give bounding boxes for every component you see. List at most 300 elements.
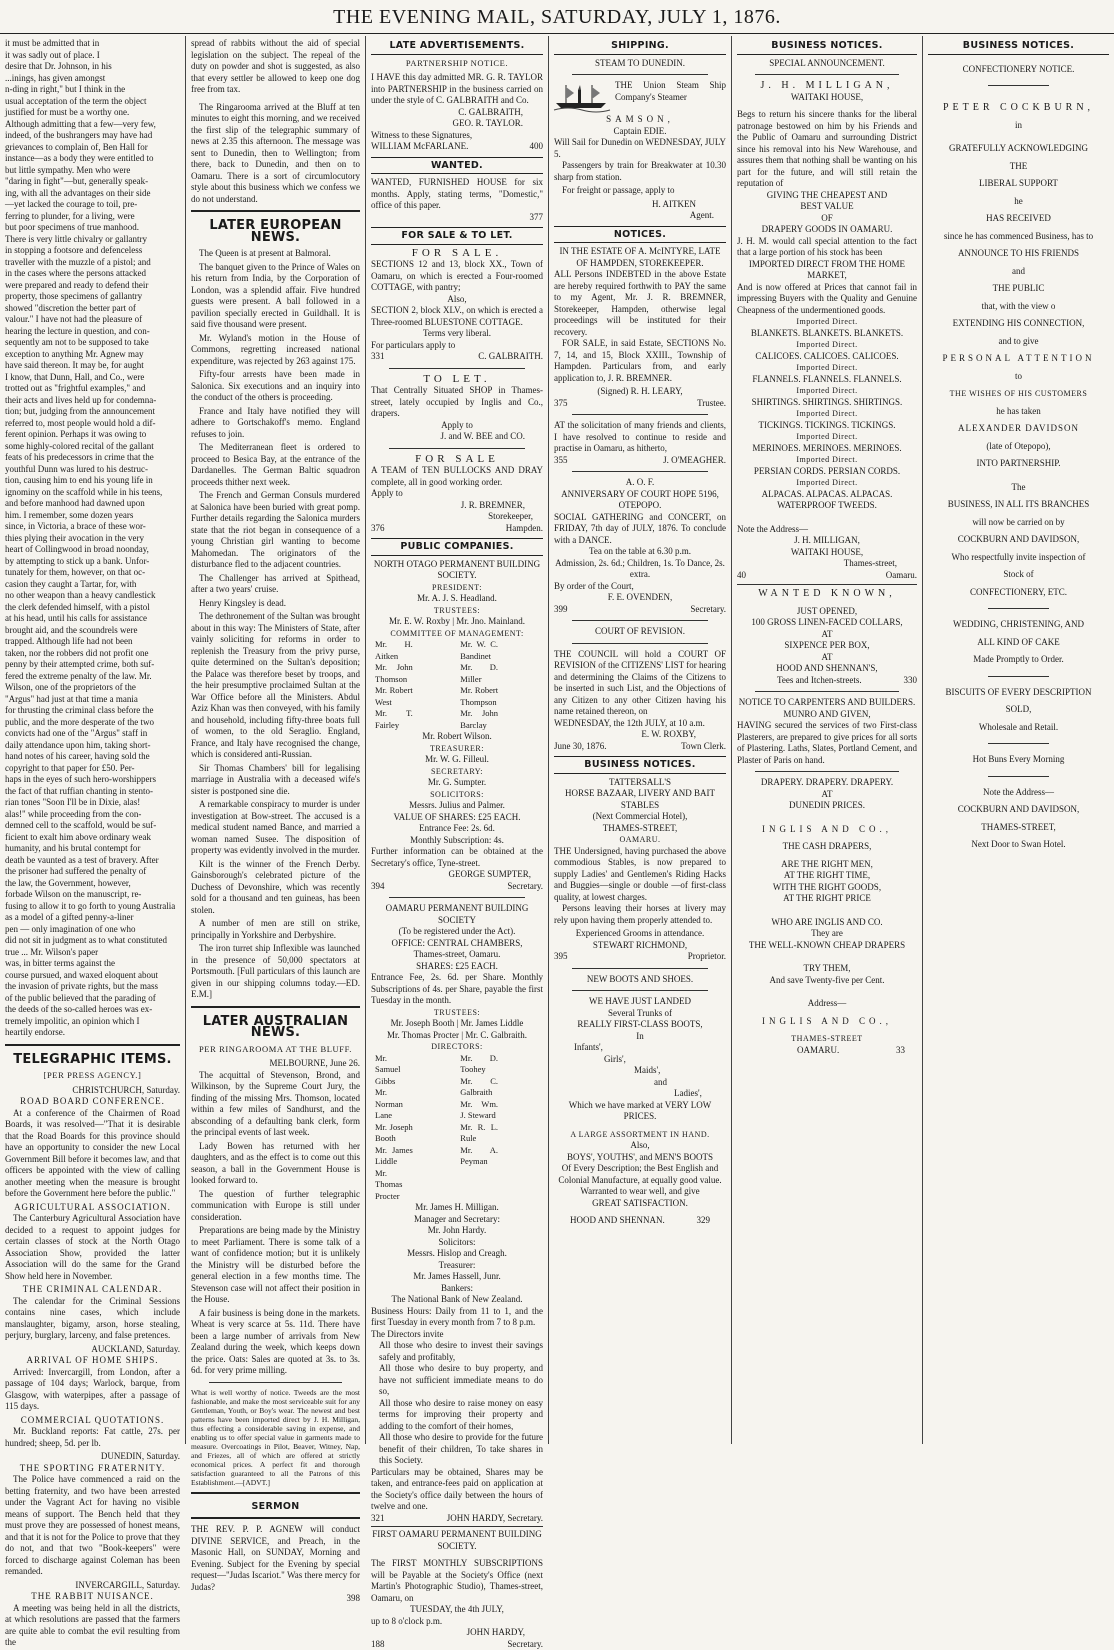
article-line: ficient to exalt him above ordinary weak [5,832,180,844]
trunks: Several Trunks of [554,1008,726,1020]
column-1 [0,36,185,1444]
subscriptions-time: up to 8 o'clock p.m. [371,1616,543,1628]
advert-number: 329 [697,1215,711,1227]
director: Mr. James H. Milligan. [371,1202,543,1214]
divider [755,771,899,772]
news-paragraph: Mr. Wyland's motion in the House of Commons, regretting increased national expenditure, was rejected by 263 against 175. [191,333,360,368]
slogan: ALL KIND OF CAKE [928,637,1109,649]
divider [988,743,1049,744]
item-heading: COMMERCIAL QUOTATIONS. [5,1415,180,1427]
invite-item: All those who desire to provide for the future benefit of their children, To take shares in this Society. [379,1432,543,1467]
news-paragraph: A fair business is being done in the markets. Wheat is very scarce at 5s. 11d. There have been a large number of arrivals from New Zealand during the week, which keeps down the price. Oats: Sales are quoted at 3s. to 3s. 6d. for very prime milling. [191,1308,360,1377]
offered-text: And is now offered at Prices that cannot fail in impressing Buyers with the Quality and Genuine Cheapness of the undermentioned goods. [737,282,917,317]
directors-list [371,1053,543,1203]
shares: SHARES: £25 EACH. [371,961,543,973]
warranted: Warranted to wear well, and give [554,1186,726,1198]
article-line: trotted out as "frightful examples," and [5,383,180,395]
news-paragraph: The banquet given to the Prince of Wales on his return from India, by the Corporation of London, was a splendid affair. Five hundred guests were present. A ball followed in a pavilion specially erected in Guildhall. It is said five thousand were present. [191,262,360,331]
in-label: in [928,120,1109,132]
article-line: ...inings, has given amongst [5,73,180,85]
article-line: n-ding in right," but I think in the [5,84,180,96]
article-line: their acts and lives held up for condemna- [5,395,180,407]
news-paragraph: The question of further telegraphic communication with Europe is still under consideration. [191,1189,360,1224]
divider [389,368,525,369]
news-paragraph: The Challenger has arrived at Spithead, after a two years' cruise. [191,573,360,596]
divider [988,776,1049,777]
business-notices-heading: BUSINESS NOTICES. [737,38,917,55]
article-line: of the public believed that the parading of [5,993,180,1005]
imported: IMPORTED DIRECT FROM THE HOME MARKET, [737,259,917,282]
news-paragraph: The acquittal of Stevenson, Brond, and Wilkinson, by the Supreme Court Jury, the finding of the missing Mrs. Thomson, located within a few miles of Sandhurst, and the absconding of a defaulting bank clerk, form the principal events of last week. [191,1070,360,1139]
advert-number: 376 [371,523,385,535]
news-paragraph: The Queen is at present at Balmoral. [191,248,360,260]
tea: Tea on the table at 6.30 p.m. [554,546,726,558]
article-line: taken, nor the robbers did not profit one [5,648,180,660]
divider [572,620,708,621]
article-line: no other weapon than a heavy candlestick [5,590,180,602]
article-line: course pursued, and waxed eloquent about [5,970,180,982]
signature: F. E. OVENDEN, [554,592,726,604]
column-4 [548,36,731,1444]
late-advertisements-heading: LATE ADVERTISEMENTS. [371,38,543,55]
article-line: but little sympathy. Men who were [5,165,180,177]
apply-label: Apply to [371,420,543,432]
steamship-icon [554,82,610,112]
president: Mr. A. J. S. Headland. [371,593,543,605]
slogan: BISCUITS OF EVERY DESCRIPTION [928,687,1109,699]
article-line: heart of Collingwood in broad noonday, [5,544,180,556]
article-line: rian tones "Soon I'll be in Dixie, alas! [5,797,180,809]
slogan: SOLD, [928,704,1109,716]
article-line: property, those specimens of gallantry [5,291,180,303]
signature-title: Town Clerk. [681,741,726,753]
advert-number: 331 [371,351,385,363]
persons-text: Persons leaving their horses at livery may rely upon having them properly attended to. [554,903,726,926]
article-line: humanity, and his brutal contempt for [5,843,180,855]
news-paragraph: The dethronement of the Sultan was brought about in this way: The Ministers of State, after vainly soliciting for reforms in order to replenish the Treasury from the privy purse, quite determined on the Sultan's deposition; the Palace was therefore beset by troops, and the heir presumptive proclaimed Sultan at the War Office before all the Ministers. Abdul Aziz Khan was then conveyed, with his family and household, including fifty-three boats full of women, to the old Seraglio. England, France, and Italy have recognised the change, which is considered anti-Russian. [191,611,360,761]
goods-item: BLANKETS. BLANKETS. BLANKETS. [737,328,917,340]
article-line: youthful Dunn was lured to his destruc- [5,464,180,476]
article-line: him. I remember, some dozen years [5,510,180,522]
article-line: ferent opinion. Perhaps it was owing to [5,429,180,441]
article-line: instance—as a body they were entitled to [5,153,180,165]
slogan: EXTENDING HIS CONNECTION, [928,318,1109,330]
partner-name: ALEXANDER DAVIDSON [928,423,1109,435]
article-line: in the cases where the persons attacked [5,268,180,280]
signature: GEORGE SUMPTER, [371,869,543,881]
particulars: For particulars apply to [371,340,543,352]
article-line: justified for must be a worthy one. [5,107,180,119]
label: COMMITTEE OF MANAGEMENT: [371,628,543,640]
location-note: (Next Commercial Hotel), [554,811,726,823]
divider [572,643,708,644]
item-text: At a conference of the Chairmen of Road Boards, it was resolved—"That it is desirable that the Road Boards for this province should have an opportunity to consider the new Local Government Bill before it becomes law, and that officers be appointed with the view of calling another meeting when the measure is brought before the Government here before the public." [5,1108,180,1200]
business-notices-heading: BUSINESS NOTICES. [554,756,726,774]
slogan: THE PUBLIC [928,283,1109,295]
street: THAMES-STREET, [554,823,726,835]
article-line: death be vaunted as a test of bravery. After [5,855,180,867]
article-line: was, in bitter terms against the [5,958,180,970]
in-label: In [554,1031,726,1043]
signature: HOOD AND SHENNAN. [570,1215,665,1227]
signature: C. GALBRAITH. [478,351,543,363]
slogan: THE WISHES OF HIS CUSTOMERS [928,388,1109,400]
further-info: Further information can be obtained at the Secretary's office, Tyne-street. [371,846,543,869]
press-agency: [PER PRESS AGENCY.] [5,1070,180,1082]
divider [572,990,708,991]
director: Mr. D. Toohey [460,1053,498,1076]
item-text: The Police have commenced a raid on the betting fraternity, and two have been arrested under the Vagrant Act for having no visible means of support. The Bench held that they must prove they are possessed of honest means, and that it is not for the Police to prove that they do not, and that two "Book-keepers" were forced to discharge against Coleman has been remanded. [5,1474,180,1578]
slogan: BUSINESS, IN ALL ITS BRANCHES [928,499,1109,511]
signature-title: Secretary. [507,1639,543,1650]
note-label: Note the Address— [928,787,1109,799]
for-sale-title: FOR SALE [371,454,543,466]
slogan: DRAPERY GOODS IN OAMARU. [737,224,917,236]
notices-heading: NOTICES. [554,226,726,244]
revision-date: WEDNESDAY, the 12th JULY, at 10 a.m. [554,718,726,730]
committee-member: Mr. John Barclay [460,708,498,731]
article-line: "Argus" had just at that time a mania [5,694,180,706]
goods-item: SHIRTINGS. SHIRTINGS. SHIRTINGS. [737,397,917,409]
revision-text: THE COUNCIL will hold a COURT OF REVISION of the CITIZENS' LIST for hearing and determining the Claims of the Citizens to be inserted in such List, and the Objections of any Citizen to any other Citizen having his name retained thereon, on [554,649,726,718]
witness-name: WILLIAM McFARLANE. [371,141,468,153]
grooms: Experienced Grooms in attendance. [554,928,726,940]
news-paragraph: Fifty-four arrests have been made in Salonica. Six executions and an inquiry into the conduct of the others is proceeding. [191,369,360,404]
item-heading: THE RABBIT NUISANCE. [5,1591,180,1603]
assortment: A LARGE ASSORTMENT IN HAND. [554,1129,726,1141]
advert-number: 40 [737,570,746,582]
article-line: indeed, of the bushrangers may have had [5,130,180,142]
divider [389,897,525,898]
partner-origin: (late of Otepopo), [928,441,1109,453]
partnership-text: I HAVE this day admitted MR. G. R. TAYLOR into PARTNERSHIP in the business carried on under the style of C. GALBRAITH and Co. [371,72,543,107]
divider [755,74,899,75]
colonial: Colonial Manufacture, at equally good value. [554,1175,726,1187]
society-title: NORTH OTAGO PERMANENT BUILDING SOCIETY. [371,559,543,582]
plastering-text: HAVING secured the services of two First-class Plasterers, are prepared to give prices for all sorts of Plastering. Laths, Slates, Portland Cement, and Plaster of Paris on hand. [737,720,917,766]
article-line: showed "discretion the better part of [5,303,180,315]
divider [389,448,525,449]
invite-item: All those who desire to buy property, and have not sufficient immediate means to do so, [379,1363,543,1398]
wanted-heading: WANTED. [371,157,543,175]
divider [988,608,1049,609]
imported-direct-label: Imported Direct. [737,339,917,351]
imported-direct-label: Imported Direct. [737,385,917,397]
article-line: as a model of a gifted penny-a-liner [5,912,180,924]
slogan: OF [737,213,917,225]
item-heading: THE SPORTING FRATERNITY. [5,1463,180,1475]
director: Mr. James Liddle [375,1145,413,1168]
entrance-fee: Entrance Fee, 2s. 6d. per Share. Monthly Subscriptions of 4s. per Share, payable the first Tuesday in the month. [371,972,543,1007]
company-text: THE Union Steam Ship Company's Steamer [554,80,726,103]
shop: HOOD AND SHENNAN'S, [737,663,917,675]
article-line: tion; but, judging from the announcement [5,406,180,418]
european-news-body [191,248,360,1001]
article-line: There is very little chivalry or gallantry [5,234,180,246]
dateline: AUCKLAND, Saturday. [5,1344,180,1356]
slogan: INTO PARTNERSHIP. [928,458,1109,470]
advert-number: 375 [554,398,568,410]
article-line: convicts had one of the "Argus" staff in [5,728,180,740]
house-name: WAITAKI HOUSE, [737,92,917,104]
advert-number: 33 [896,1045,905,1057]
for-sale-text: SECTIONS 12 and 13, block XX., Town of Oamaru, on which is erected a Four-roomed COTTAGE, with pantry; [371,259,543,294]
wanted-known: WANTED KNOWN, [737,588,917,600]
column-5 [731,36,922,1444]
marked: Which we have marked at VERY LOW [554,1100,726,1112]
label: TRUSTEES: [371,1007,543,1019]
article-line: usual acceptation of the term the object [5,96,180,108]
street: THAMES-STREET [737,1033,917,1045]
and-label: and [554,1077,726,1089]
carpenters-title: NOTICE TO CARPENTERS AND BUILDERS. [737,697,917,709]
goods-item: CALICOES. CALICOES. CALICOES. [737,351,917,363]
imported-direct-label: Imported Direct. [737,408,917,420]
imported-direct-label: Imported Direct. [737,477,917,489]
advert-number: 355 [554,455,568,467]
ship-name: SAMSON, [554,114,726,126]
divider [988,676,1049,677]
slogan: will now be carried on by [928,517,1109,529]
advert-number: 330 [904,675,918,687]
article-line: penny by their attempted crime, both suf- [5,659,180,671]
slogan: THE [928,161,1109,173]
advert-number: 394 [371,881,385,893]
slogan: AT THE RIGHT TIME, [737,870,917,882]
slogan: and [928,266,1109,278]
item-text: Mr. Buckland reports: Fat cattle, 27s. per hundred; sheep, 5d. per lb. [5,1426,180,1449]
committee-member: Mr. H. Aitken [375,639,413,662]
article-line: ferring to plunder, for a living, were [5,211,180,223]
label: DIRECTORS: [371,1041,543,1053]
article-line: haps in the eyes of such hero-worshippers [5,774,180,786]
article-line: did not sit in judgment as to what constituted [5,935,180,947]
european-news-title: LATER EUROPEAN NEWS. [191,220,360,243]
australian-news-body [191,1070,360,1377]
prices: PRICES. [554,1111,726,1123]
divider [191,1517,360,1519]
director: Mr. Wm. J. Steward [460,1099,498,1122]
slogan: BEST VALUE [737,201,917,213]
signature: Hampden. [506,523,543,535]
divider [572,74,708,75]
item-heading: THE CRIMINAL CALENDAR. [5,1284,180,1296]
slogan: AT THE RIGHT PRICE [737,893,917,905]
omeagher-text: AT the solicitation of many friends and clients, I have resolved to continue to reside and practise in Oamaru, as hitherto, [554,420,726,455]
confectionery-title: CONFECTIONERY NOTICE. [928,64,1109,76]
steam-title: STEAM TO DUNEDIN. [554,58,726,70]
slogan: CONFECTIONERY, ETC. [928,587,1109,599]
article-line: copyright to that paper for £50. Per- [5,763,180,775]
goods-item: WATERPROOF TWEEDS. [737,500,917,512]
imported-direct-label: Imported Direct. [737,362,917,374]
article-line: for thrusting the criminal class before the [5,705,180,717]
imported-direct-label: Imported Direct. [737,454,917,466]
slogan: and to give [928,336,1109,348]
also-label: Also, [371,294,543,306]
signature: JOHN HARDY, Secretary. [447,1513,543,1525]
slogan: THE WELL-KNOWN CHEAP DRAPERS [737,940,917,952]
article-line: grievances to complain of, Ben Hall for [5,142,180,154]
article-line: heartily endorse. [5,1027,180,1039]
estate-title: IN THE ESTATE OF A. McINTYRE, LATE OF HAMPDEN, STOREKEEPER. [554,246,726,269]
article-line: true ... Mr. Wilson's paper [5,947,180,959]
slogan: Stock of [928,569,1109,581]
signature: J. and W. BEE and CO. [371,431,543,443]
ringarooma-note: The Ringarooma arrived at the Bluff at ten minutes to eight this morning, and we received the first slip of the telegraphic summary of news at 2.35 this afternoon. The message was sent to Dunedin, then to Wellington; from there, back to Dunedin, and then on to Oamaru. There is a sort of circumlocutory style about this business which we confess we do not understand. [191,102,360,206]
article-line: have said thereon. It may be, for aught [5,360,180,372]
article-line: but poor specimens of true manhood. [5,222,180,234]
agent-title: Agent. [554,210,726,222]
telegraphic-title: TELEGRAPHIC ITEMS. [5,1054,180,1066]
entrance-fee: Entrance Fee: 2s. 6d. [371,823,543,835]
divider [572,414,708,415]
article-line: and before manhood had dawned upon [5,498,180,510]
director: Mr. R. L. Rule [460,1122,498,1145]
category: Girls', [554,1054,726,1066]
signature-title: Secretary. [507,881,543,893]
terms: Terms very liberal. [371,328,543,340]
director: Mr. A. Peyman [460,1145,498,1168]
cash-drapers: THE CASH DRAPERS, [737,841,917,853]
news-paragraph: Kilt is the winner of the French Derby. Gainsborough's celebrated picture of the Duchess of Devonshire, which was recently sold for a thousand and ten guineas, has been stolen. [191,859,360,917]
invite-item: All those who desire to invest their savings safely and profitably, [379,1340,543,1363]
anniversary: ANNIVERSARY OF COURT HOPE 5196, OTEPOPO. [554,489,726,512]
advert-number: 399 [554,604,568,616]
article-line: some highly-colored recital of the gallant [5,441,180,453]
slogan: WITH THE RIGHT GOODS, [737,882,917,894]
article-line: the prisoner had suffered the penalty of [5,866,180,878]
signature: J. O'MEAGHER. [663,455,726,467]
slogan: WEDDING, CHRISTENING, AND [928,619,1109,631]
article-line: the fact of that ruffian chanting in stento- [5,786,180,798]
column-2 [185,36,365,1444]
news-paragraph: The Mediterranean fleet is ordered to proceed to Besica Bay, at the entrance of the Dardanelles. The German Baltic squadron proceeds thither next week. [191,442,360,488]
social-gathering: SOCIAL GATHERING and CONCERT, on FRIDAY, 7th day of JULY, 1876. To conclude with a DANCE. [554,512,726,547]
committee-member: Mr. Robert Wilson. [371,731,543,743]
society-title: FIRST OAMARU PERMANENT BUILDING SOCIETY. [371,1529,543,1552]
street: THAMES-STREET, [928,822,1109,834]
firm-name: COCKBURN AND DAVIDSON, [928,534,1109,546]
article-line: Although admitting that a few—very few, [5,119,180,131]
goods-item: FLANNELS. FLANNELS. FLANNELS. [737,374,917,386]
drapery-banner: DRAPERY. DRAPERY. DRAPERY. [737,777,917,789]
slogan: Made Promptly to Order. [928,654,1109,666]
divider [191,1492,360,1494]
admission: Admission, 2s. 6d.; Children, 1s. To Dance, 2s. extra. [554,558,726,581]
slogan: Who respectfully invite inspection of [928,552,1109,564]
label: SOLICITORS: [371,789,543,801]
slogan: HAS RECEIVED [928,213,1109,225]
note-label: Note the Address— [737,524,917,536]
imported-direct-label: Imported Direct. [737,316,917,328]
advert-number: 377 [371,212,543,224]
passengers: Passengers by train for Breakwater at 10.30 sharp from station. [554,160,726,183]
article-line: trapped. Although life had not been [5,636,180,648]
registration-note: (To be registered under the Act). [371,926,543,938]
dateline: INVERCARGILL, Saturday. [5,1580,180,1592]
article-line: "daring in fight"—but, generally speak- [5,176,180,188]
firm-name: MUNRO AND GIVEN, [737,709,917,721]
slogan: Hot Buns Every Morning [928,754,1109,766]
sermon-title: SERMON [191,1499,360,1515]
slogan: PERSONAL ATTENTION [928,353,1109,365]
slogan: Wholesale and Retail. [928,722,1109,734]
divider [209,1382,342,1383]
slogan: GIVING THE CHEAPEST AND [737,190,917,202]
slogan: The [928,482,1109,494]
to-let-text: That Centrally Situated SHOP in Thames-street, lately occupied by Inglis and Co., drapers. [371,385,543,420]
office-address: Thames-street, Oamaru. [371,949,543,961]
article-line: hearing the lecture in question, and con- [5,326,180,338]
label: Treasurer: [371,1260,543,1272]
committee-member: Mr. D. Miller [460,662,498,685]
at-label: AT [737,629,917,641]
article-line: the law, the Government, however, [5,878,180,890]
column-6 [922,36,1114,1444]
boys-boots: BOYS', YOUTHS', and MEN'S BOOTS [554,1152,726,1164]
article-line: desire that Dr. Johnson, in his [5,61,180,73]
article-line: tremely impolitic, an opinion which I [5,1016,180,1028]
wanted-text: WANTED, FURNISHED HOUSE for six months. Apply, stating terms, "Domestic," office of this paper. [371,177,543,212]
signature: Storekeeper, [371,511,543,523]
at-label: AT [737,652,917,664]
trustees: Mr. Joseph Booth | Mr. James Liddle [371,1018,543,1030]
article-line: the deeds of the so-called heroes was ex- [5,1004,180,1016]
item-text: The Canterbury Agricultural Association have decided to a request to appoint judges for certain classes of stock at the North Otago Association Show, provided the latter Association will do the same for the Grand Show held here in November. [5,1213,180,1282]
imported-direct-label: Imported Direct. [737,431,917,443]
treasurer: Mr. W. G. Filleul. [371,754,543,766]
for-sale-text: A TEAM of TEN BULLOCKS AND DRAY complete, all in good working order. [371,465,543,488]
advert-number: 188 [371,1639,385,1650]
news-paragraph: Preparations are being made by the Ministry to meet Parliament. There is some talk of a want of confidence motion; but it is unlikely the Ministry will be disturbed before the general election in a few months time. The Stevenson case will not affect their position in the House. [191,1225,360,1306]
article-line: demned cell to the scaffold, would be suf- [5,820,180,832]
sermon-text: THE REV. P. P. AGNEW will conduct DIVINE SERVICE, and Preach, in the Masonic Hall, on SUNDAY, Morning and Evening. Subject for the Evening by special request—"Judas Iscariot." Was there mercy for Judas? [191,1524,360,1593]
item-text: A meeting was being held in all the districts, at which resolutions are passed that the farmers are quite able to combat the evil resulting from the [5,1603,180,1649]
dateline: CHRISTCHURCH, Saturday. [5,1085,180,1097]
signature: JOHN HARDY, [371,1627,543,1639]
article-line: tion, causing him to end his young life in [5,475,180,487]
society-title: OAMARU PERMANENT BUILDING SOCIETY [371,903,543,926]
location-note: Next Door to Swan Hotel. [928,839,1109,851]
signature: (Signed) R. H. LEARY, [554,386,726,398]
signature: STEWART RICHMOND, [554,940,726,952]
witness-label: Witness to these Signatures, [371,130,543,142]
at-label: AT [737,789,917,801]
column-3 [365,36,548,1444]
slogan: They are [737,928,917,940]
merchant-name: J. H. MILLIGAN, [737,80,917,92]
news-paragraph: Henry Kingsley is dead. [191,598,360,610]
label: Solicitors: [371,1237,543,1249]
article-line: were prepared and ready to defend their [5,280,180,292]
slogan: he [928,196,1109,208]
slogan: he has taken [928,406,1109,418]
signature-title: Secretary. [690,604,726,616]
trustees: Mr. E. W. Roxby | Mr. Jno. Mainland. [371,616,543,628]
trustees: Mr. Thomas Procter | Mr. C. Galbraith. [371,1030,543,1042]
masthead: THE EVENING MAIL, SATURDAY, JULY 1, 1876. [0,0,1114,34]
label: Bankers: [371,1283,543,1295]
goods-item: PERSIAN CORDS. PERSIAN CORDS. [737,466,917,478]
advert-number: 400 [530,141,544,153]
business-hours: Business Hours: Daily from 11 to 1, and the first Tuesday in every month from 7 to 8 p.m. [371,1306,543,1329]
article-line: tunately for them, however, on that oc- [5,567,180,579]
dateline: MELBOURNE, June 26. [191,1058,360,1070]
label: Manager and Secretary: [371,1214,543,1226]
article-line: it was sadly out of place. I [5,50,180,62]
notice-date: June 30, 1876. [554,741,607,753]
